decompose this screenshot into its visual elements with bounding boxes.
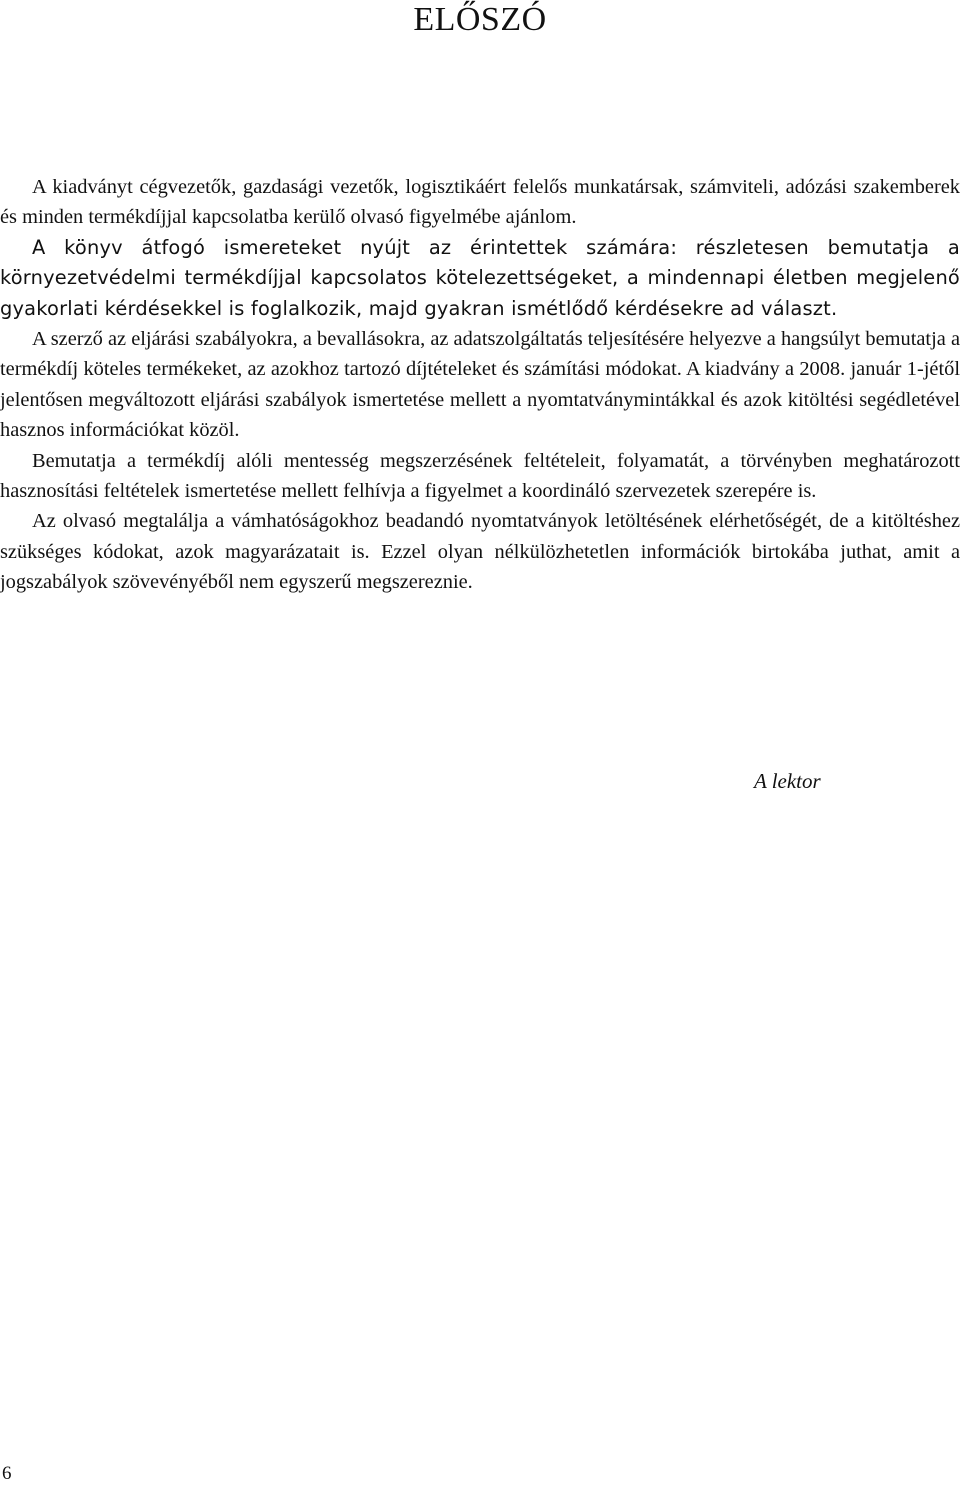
- paragraph-author-focus: A szerző az eljárási szabályokra, a bevallásokra, az adatszolgáltatás teljesítésére helyezve a hangsúlyt bemutatja a termékdíj köteles termékeket, az azokhoz tartozó díjtételeket és számítási módokat. A kiadvány a 2008. január 1-jétől jelentősen megváltozott eljárási szabályok ismertetése mellett a nyomtatványmintákkal és azok kitöltési segédletével hasznos információkat közöl.: [0, 328, 960, 442]
- page-number: 6: [2, 1463, 12, 1484]
- paragraph-intro: A kiadványt cégvezetők, gazdasági vezetők, logisztikáért felelős munkatársak, számviteli, adózási szakemberek és minden termékdíjjal kapcsolatba kerülő olvasó figyelmébe ajánlom.: [0, 176, 960, 229]
- paragraph-book-overview: A könyv átfogó ismereteket nyújt az érintettek számára: részletesen bemutatja a környezetvédelmi termékdíjjal kapcsolatos kötelezettségeket, a mindennapi életben megjelenő gyakorlati kérdésekkel is foglalkozik, majd gyakran ismétlődő kérdésekre ad választ.: [0, 235, 960, 320]
- paragraph-exemption: Bemutatja a termékdíj alóli mentesség megszerzésének feltételeit, folyamatát, a törvényben meghatározott hasznosítási feltételek ismertetése mellett felhívja a figyelmet a koordináló szervezetek szerepére is.: [0, 449, 960, 503]
- page-title: ELŐSZÓ: [413, 1, 547, 38]
- preface-body: [0, 172, 960, 598]
- signature: A lektor: [754, 769, 821, 793]
- paragraph-forms: Az olvasó megtalálja a vámhatóságokhoz beadandó nyomtatványok letöltésének elérhetőségét, de a kitöltéshez szükséges kódokat, azok magyarázatait is. Ezzel olyan nélkülözhetetlen információk birtokába juthat, amit a jogszabályok szövevényéből nem egyszerű megszereznie.: [0, 510, 960, 594]
